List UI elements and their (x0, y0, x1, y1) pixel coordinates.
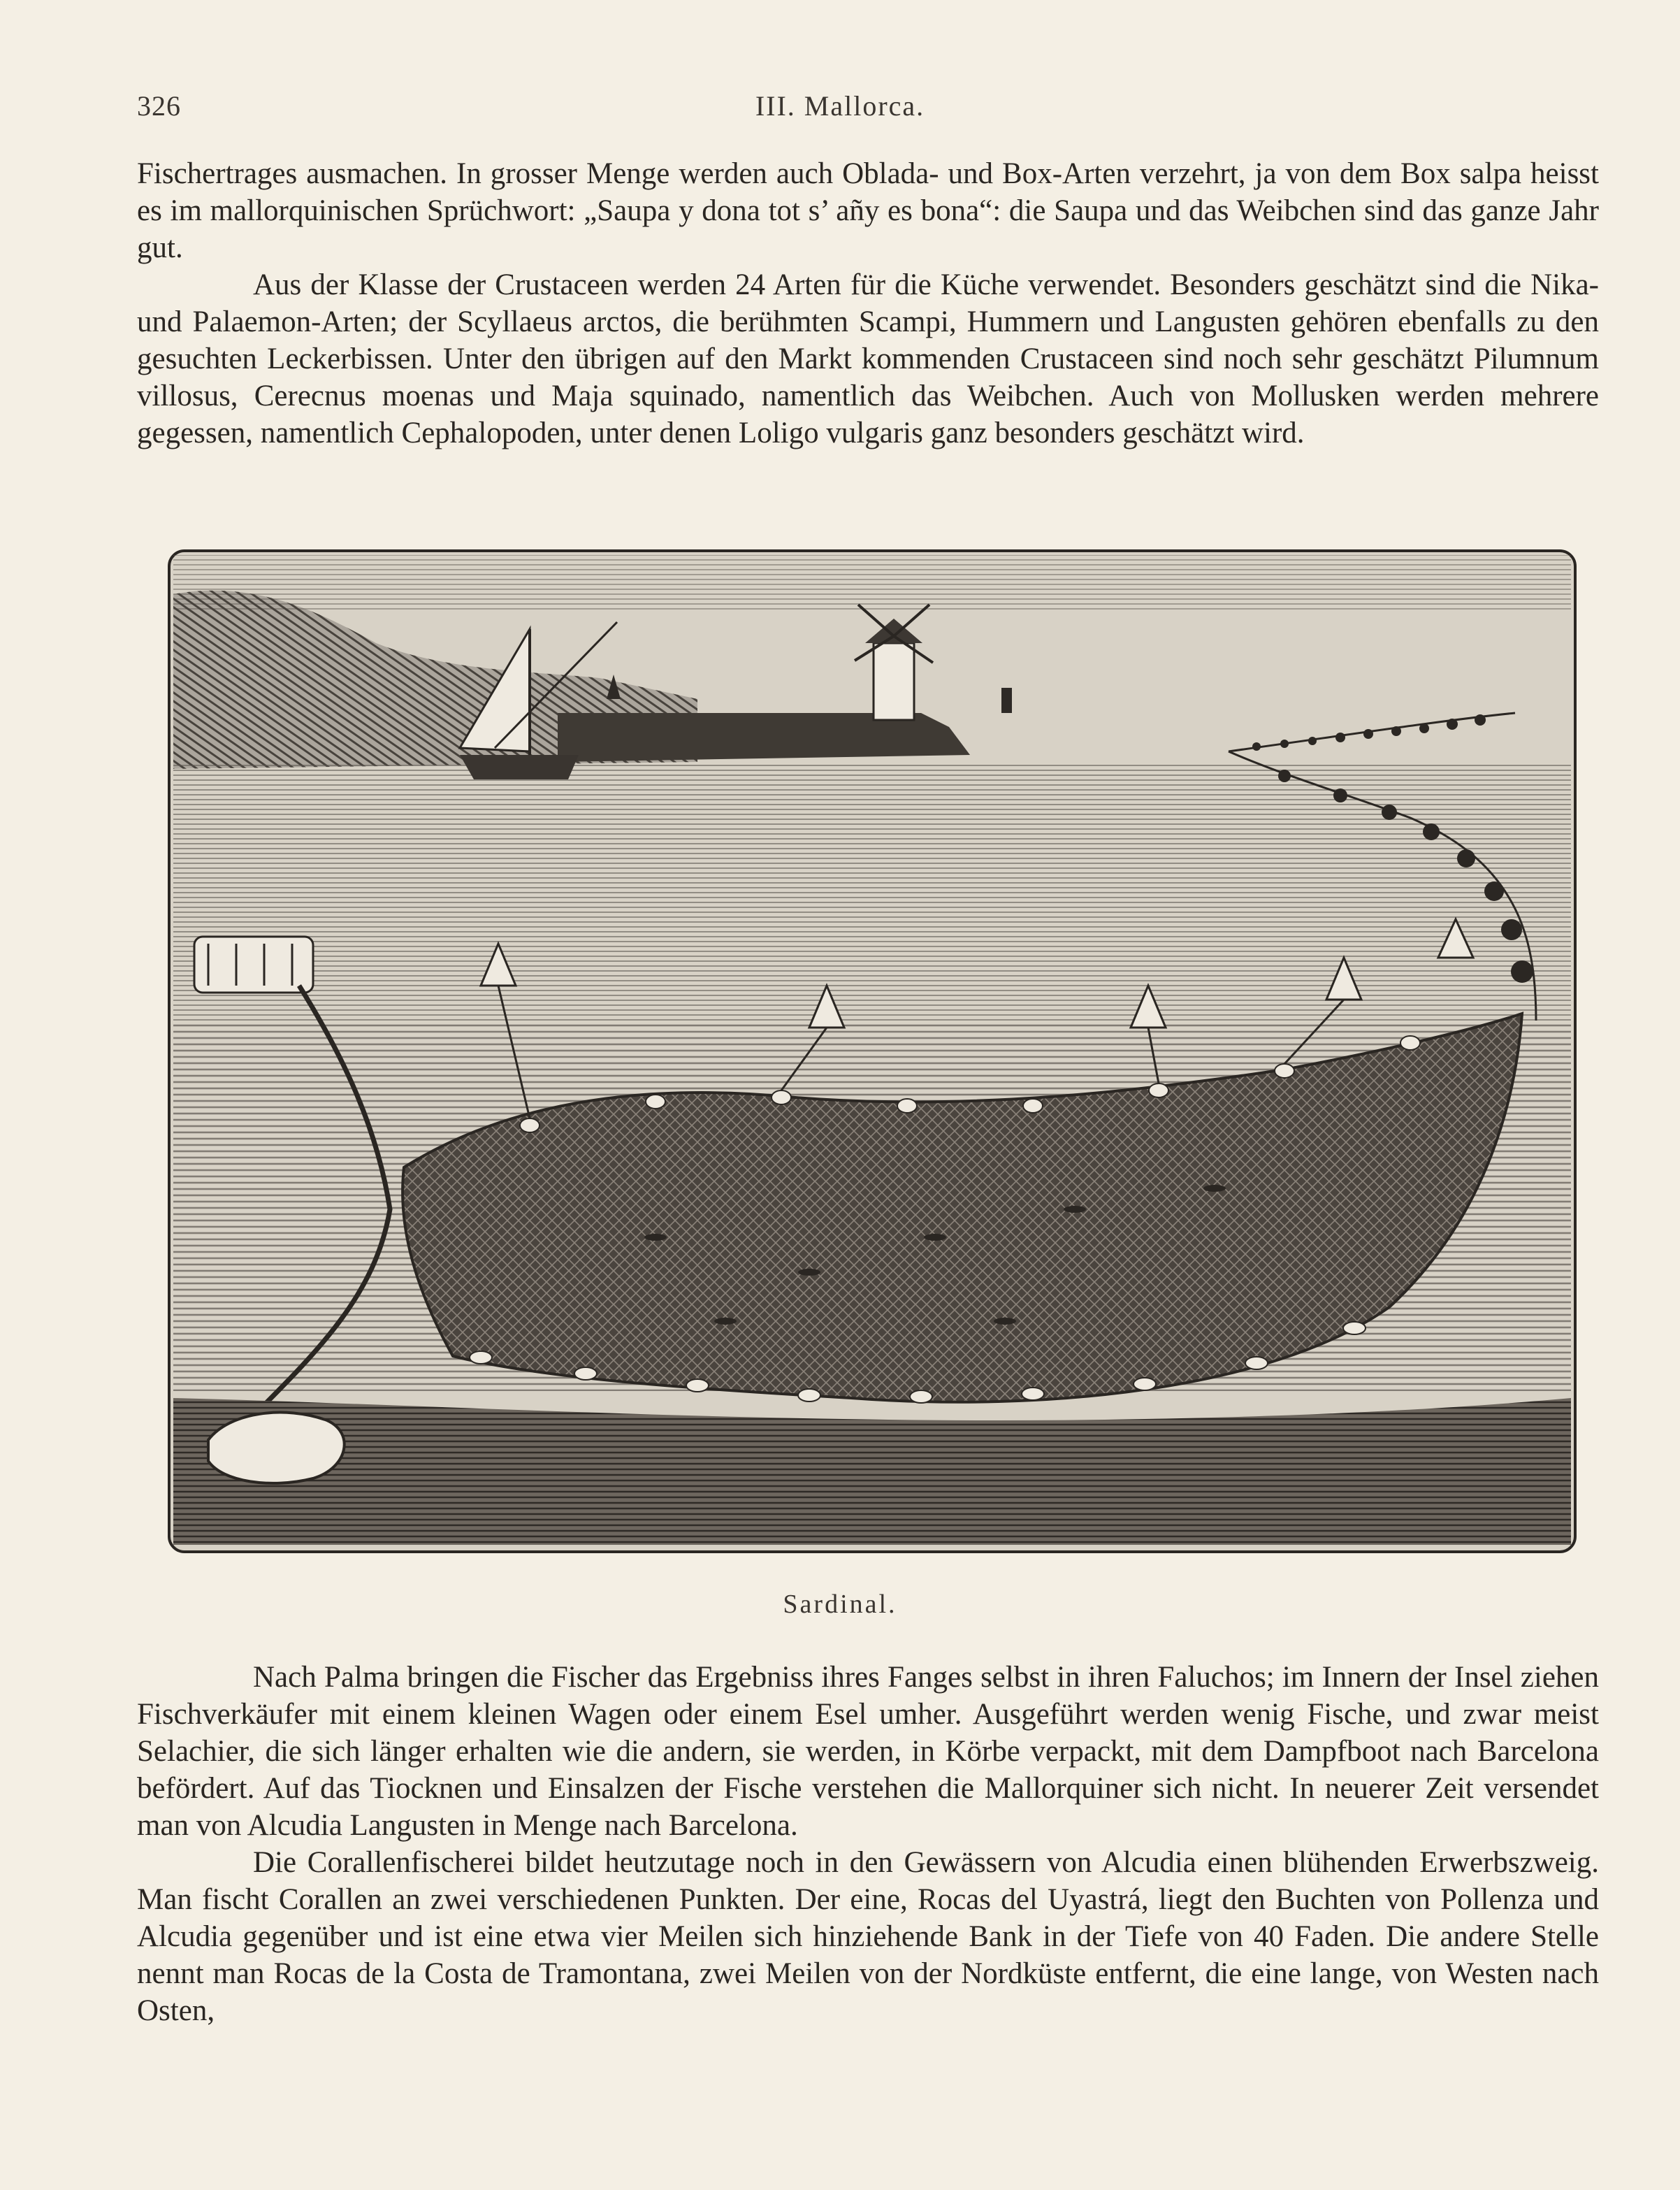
bottom-text-block (137, 1659, 1599, 2029)
sea-floor (173, 1398, 1571, 1545)
sky (173, 555, 1571, 611)
running-title: III. Mallorca. (755, 90, 925, 122)
paragraph-coral-fishing: Die Corallenfischerei bildet heutzutage noch in den Gewässern von Alcudia einen blühenden Erwerbszweig. Man fischt Corallen an zwei verschiedenen Punkten. Der eine, Rocas del Uyastrá, liegt den Buchten von Pollenza und Alcudia gegenüber und ist eine etwa vier Meilen sich hinziehende Bank in der Tiefe von 40 Faden. Die andere Stelle nennt man Rocas de la Costa de Tramontana, zwei Meilen von der Nordküste entfernt, die eine lange, von Westen nach Osten, (137, 1846, 1599, 2027)
paragraph-crustaceans: Aus der Klasse der Crustaceen werden 24 Arten für die Küche verwendet. Besonders geschätzt sind die Nika- und Palaemon-Arten; der Scyllaeus arctos, die berühmten Scampi, Hummern und Langusten gehören ebenfalls zu den gesuchten Leckerbissen. Unter den übrigen auf den Markt kommenden Crustaceen sind noch sehr geschätzt Pilumnum villosus, Cerecnus moenas und Maja squinado, namentlich das Weibchen. Auch von Mollusken werden mehrere gegessen, namentlich Cephalopoden, unter denen Loligo vulgaris ganz besonders geschätzt wird. (137, 268, 1599, 449)
top-text-block (137, 155, 1599, 452)
paragraph-fish-trade: Nach Palma bringen die Fischer das Ergebniss ihres Fanges selbst in ihren Faluchos; im Innern der Insel ziehen Fischverkäufer mit einem kleinen Wagen oder einem Esel umher. Ausgeführt werden wenig Fische, und zwar meist Selachier, die sich länger erhalten wie die andern, sie werden, in Körbe verpackt, mit dem Dampfboot nach Barcelona befördert. Auf das Tiocknen und Einsalzen der Fische verstehen die Mallorquiner sich nicht. In neuerer Zeit versendet man von Alcudia Langusten in Menge nach Barcelona. (137, 1661, 1599, 1842)
anchor-stone (208, 1413, 345, 1483)
page-number: 326 (137, 90, 181, 122)
paragraph-continued: Fischertrages ausmachen. In grosser Menge werden auch Oblada- und Box-Arten verzehrt, ja von dem Box salpa heisst es im mallorquinischen Sprüchwort: „Saupa y dona tot s’ añy es bona“: die Saupa und das Weibchen sind das ganze Jahr gut. (137, 157, 1599, 264)
windmill-tower (874, 643, 914, 720)
engraving-sardinal (166, 538, 1578, 1564)
figure-caption: Sardinal. (783, 1590, 897, 1619)
